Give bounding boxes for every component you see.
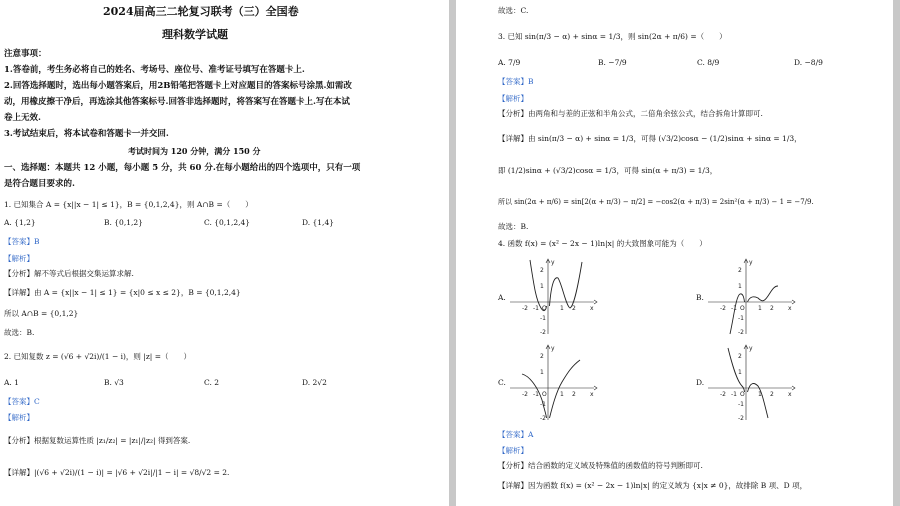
y-tick-label: -2 [738,329,744,336]
x-tick-label: 2 [572,305,576,312]
q4-graph-c [508,342,598,422]
y-tick-label: 2 [738,353,742,360]
notice-line: 3.考试结束后，将本试卷和答题卡一并交回. [4,129,169,139]
q1-option-b: B. {0,1,2} [104,218,143,227]
x-tick-label: 1 [560,391,564,398]
q4-analysis-tag: 【解析】 [498,446,528,455]
q4-graph-d [706,342,796,422]
q3-analysis-tag: 【解析】 [498,94,528,103]
y-tick-label: 1 [738,369,742,376]
exam-time-line: 考试时间为 120 分钟，满分 150 分 [128,146,261,156]
x-tick-label: -1 [731,391,737,398]
y-tick-label: -1 [540,401,546,408]
q1-so: 所以 A∩B = {0,1,2} [4,309,79,318]
q3-option-d: D. −8/9 [794,58,823,67]
q1-detail: 【详解】由 A = {x||x − 1| ≤ 1} = {x|0 ≤ x ≤ 2}，B = {0,1,2,4} [4,288,241,297]
x-tick-label: 2 [770,305,774,312]
x-tick-label: -2 [720,305,726,312]
q2-stem: 2. 已知复数 z = (√6 + √2i)/(1 − i)，则 |z| =（ ） [4,352,191,361]
y-tick-label: 2 [540,267,544,274]
notice-line: 1.答卷前，考生务必将自己的姓名、考场号、座位号、准考证号填写在答题卡上. [4,65,305,75]
q1-option-c: C. {0,1,2,4} [204,218,251,227]
y-tick-label: -2 [540,329,546,336]
page-edge [893,0,900,506]
y-tick-label: 1 [540,283,544,290]
q1-option-d: D. {1,4} [302,218,334,227]
y-tick-label: 2 [540,353,544,360]
x-tick-label: -1 [533,305,539,312]
x-tick-label: O [740,305,745,312]
q3-option-a: A. 7/9 [498,58,521,67]
exam-subtitle: 理科数学试题 [162,28,228,41]
q4-option-a-label: A. [498,293,506,302]
q3-stem: 3. 已知 sin(π/3 − α) + sinα = 1/3，则 sin(2α + π/6) =（ ） [498,32,727,41]
x-tick-label: -2 [522,305,528,312]
x-axis-label: x [590,391,594,398]
q1-answer: 【答案】B [4,237,40,246]
x-tick-label: 1 [560,305,564,312]
y-axis-label: y [551,259,555,266]
notice-heading: 注意事项： [4,49,47,59]
exam-header-title: 2024届高三二轮复习联考（三）全国卷 [103,5,299,18]
section-heading: 是符合题目要求的. [4,179,75,189]
y-tick-label: 1 [540,369,544,376]
q4-option-c-label: C. [498,378,506,387]
x-tick-label: 2 [572,391,576,398]
q2-analysis: 【分析】根据复数运算性质 |z₁/z₂| = |z₁|/|z₂| 得到答案. [4,436,191,445]
y-tick-label: -2 [540,415,546,422]
q1-stem: 1. 已知集合 A = {x||x − 1| ≤ 1}，B = {0,1,2,4}，则 A∩B =（ ） [4,200,253,209]
q3-detail-line: 即 (1/2)sinα + (√3/2)cosα = 1/3，可得 sin(α + π/3) = 1/3， [498,166,718,175]
x-tick-label: 1 [758,391,762,398]
q4-stem: 4. 函数 f(x) = (x² − 2x − 1)ln|x| 的大致图象可能为（ ） [498,239,707,248]
right-page [456,0,900,506]
q3-analysis: 【分析】由两角和与差的正弦和半角公式，二倍角余弦公式，结合拆角计算即可. [498,109,763,118]
q4-answer: 【答案】A [498,430,534,439]
q2-analysis-tag: 【解析】 [4,413,34,422]
y-tick-label: -2 [738,415,744,422]
q1-analysis-tag: 【解析】 [4,254,34,263]
x-tick-label: -2 [522,391,528,398]
x-axis-label: x [788,391,792,398]
y-tick-label: 2 [738,267,742,274]
y-axis-label: y [551,345,555,352]
x-axis-label: x [788,305,792,312]
q2-option-a: A. 1 [4,378,19,387]
x-tick-label: O [542,305,547,312]
x-tick-label: 1 [758,305,762,312]
q4-option-d-label: D. [696,378,705,387]
y-axis-label: y [749,345,753,352]
q3-option-c: C. 8/9 [697,58,720,67]
q4-graph-a [508,256,598,336]
y-tick-label: -1 [540,315,546,322]
section-heading: 一、选择题：本题共 12 小题，每小题 5 分，共 60 分.在每小题给出的四个选项中，只有一项 [4,163,361,173]
q4-option-b-label: B. [696,293,704,302]
notice-line: 动，用橡皮擦干净后，再选涂其他答案标号.回答非选择题时，将答案写在答题卡上.写在本试 [4,97,350,107]
q2-answer: 【答案】C [4,397,40,406]
notice-line: 卷上无效. [4,113,41,123]
x-tick-label: O [740,391,745,398]
q2-option-b: B. √3 [104,378,124,387]
q4-graph-b [706,256,796,336]
q3-answer: 【答案】B [498,77,534,86]
x-tick-label: -1 [731,305,737,312]
x-tick-label: O [542,391,547,398]
q3-choose: 故选：B. [498,222,529,231]
q3-detail-line: 【详解】由 sin(π/3 − α) + sinα = 1/3，可得 (√3/2)cosα − (1/2)sinα + sinα = 1/3， [498,134,802,143]
q4-analysis: 【分析】结合函数的定义域及特殊值的函数值的符号判断即可. [498,461,703,470]
y-tick-label: -1 [738,401,744,408]
left-page [0,0,449,506]
x-tick-label: -2 [720,391,726,398]
x-tick-label: -1 [533,391,539,398]
q4-detail: 【详解】因为函数 f(x) = (x² − 2x − 1)ln|x| 的定义域为 {x|x ≠ 0}，故排除 B 项、D 项， [498,481,808,490]
q2-choose: 故选：C. [498,6,529,15]
q1-option-a: A. {1,2} [4,218,36,227]
y-tick-label: 1 [738,283,742,290]
q2-option-d: D. 2√2 [302,378,327,387]
page-gutter [449,0,456,506]
q3-detail-line: 所以 sin(2α + π/6) = sin[2(α + π/3) − π/2] = −cos2(α + π/3) = 2sin²(α + π/3) − 1 = −7/9. [498,198,814,206]
x-tick-label: 2 [770,391,774,398]
q2-detail: 【详解】|(√6 + √2i)/(1 − i)| = |√6 + √2i|/|1 − i| = √8/√2 = 2. [4,468,230,477]
y-axis-label: y [749,259,753,266]
y-tick-label: -1 [738,315,744,322]
q1-choose: 故选：B. [4,328,35,337]
q2-option-c: C. 2 [204,378,220,387]
q1-analysis: 【分析】解不等式后根据交集运算求解. [4,269,134,278]
q3-option-b: B. −7/9 [598,58,627,67]
notice-line: 2.回答选择题时，选出每小题答案后，用2B铅笔把答题卡上对应题目的答案标号涂黑.如需改 [4,81,352,91]
x-axis-label: x [590,305,594,312]
